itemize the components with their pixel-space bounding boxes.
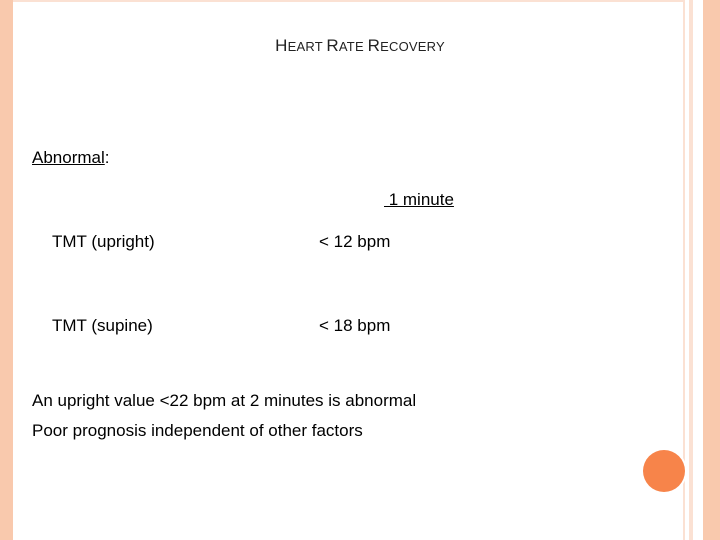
title-part-ate: ATE xyxy=(338,39,368,54)
note-upright-threshold: An upright value <22 bpm at 2 minutes is abnormal xyxy=(32,391,417,410)
title-initial-r2: R xyxy=(367,36,381,55)
row-value-upright: < 12 bpm xyxy=(319,232,391,251)
right-border-line-2 xyxy=(689,0,693,540)
accent-circle xyxy=(643,450,685,492)
row-value-supine: < 18 bpm xyxy=(319,316,391,335)
title-initial-h: H xyxy=(275,36,288,55)
title-initial-r1: R xyxy=(326,36,339,55)
slide-title xyxy=(0,36,720,56)
top-border-line xyxy=(13,0,683,2)
left-border-bar xyxy=(0,0,13,540)
abnormal-label: Abnormal xyxy=(32,148,105,167)
abnormal-colon: : xyxy=(104,148,110,167)
abnormal-heading xyxy=(32,148,110,168)
right-border-bar xyxy=(703,0,720,540)
column-header-1-minute: 1 minute xyxy=(384,190,454,209)
row-label-supine: TMT (supine) xyxy=(52,316,153,335)
note-prognosis: Poor prognosis independent of other factors xyxy=(32,421,363,440)
row-label-upright: TMT (upright) xyxy=(52,232,155,251)
title-part-eart: EART xyxy=(287,39,327,54)
title-part-ecovery: ECOVERY xyxy=(380,39,445,54)
